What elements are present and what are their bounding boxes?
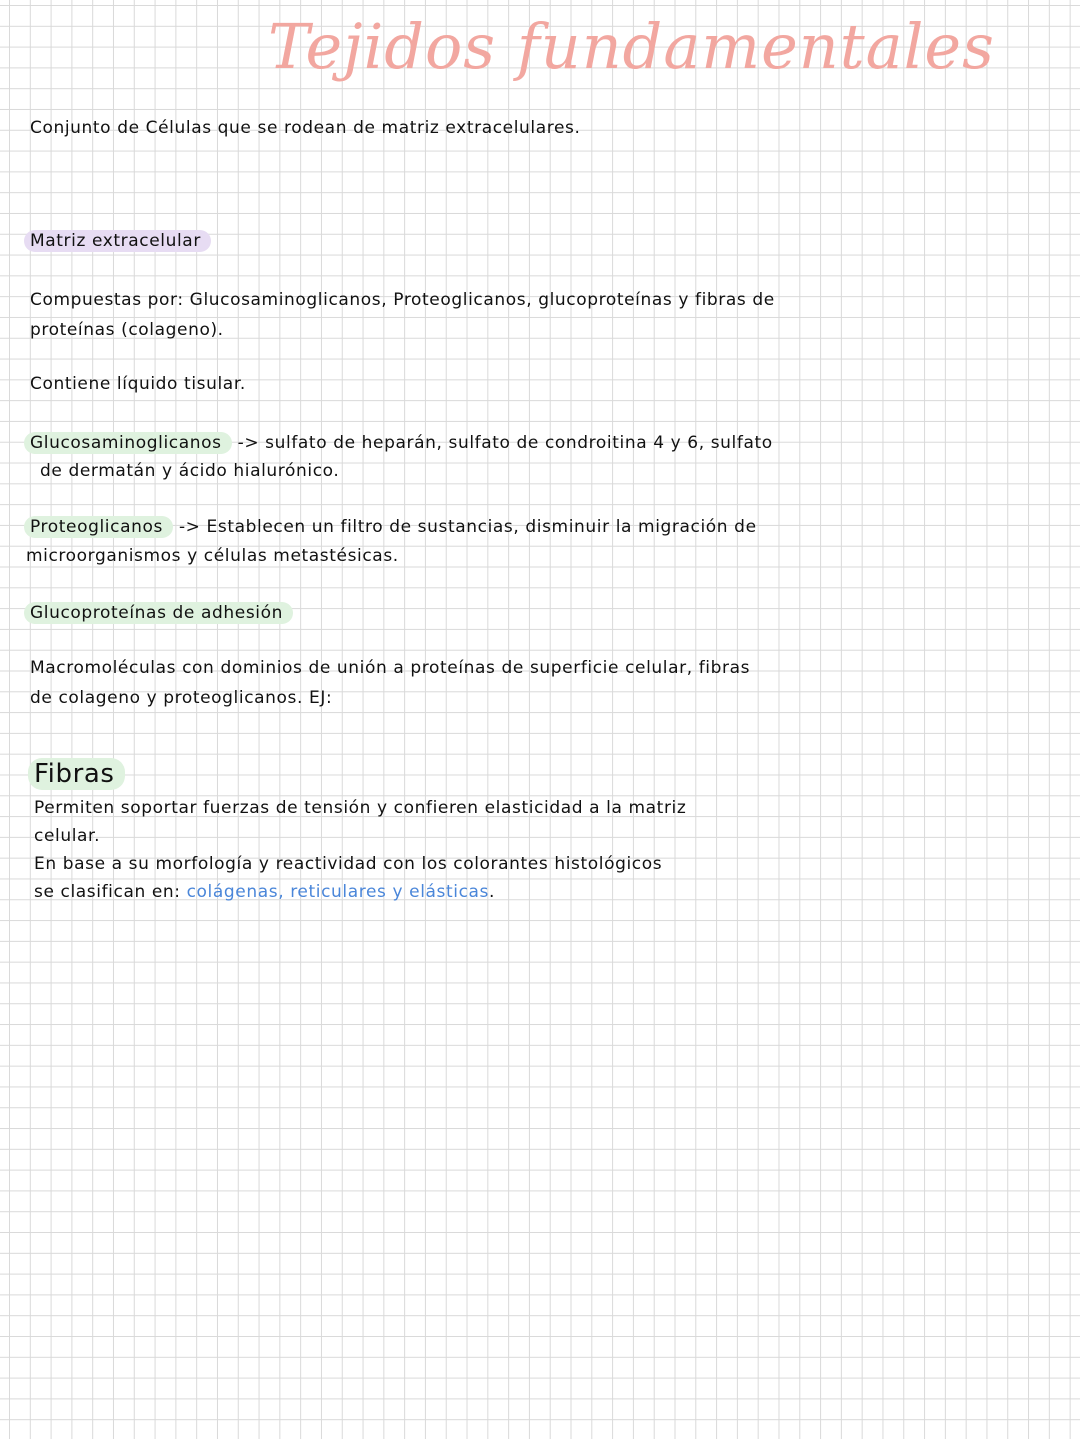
matriz-composition-line-2: proteínas (colageno). (30, 320, 224, 340)
fibras-line-4-prefix: se clasifican en: (34, 882, 187, 902)
matriz-composition-line-1: Compuestas por: Glucosaminoglicanos, Proteoglicanos, glucoproteínas y fibras de (30, 290, 775, 310)
gags-line-1 (30, 432, 773, 454)
gluco-heading-row (30, 602, 293, 624)
proteo-line-2: microorganismos y células metastésicas. (26, 546, 399, 566)
fibras-heading-row (34, 758, 125, 790)
fibras-line-2: celular. (34, 826, 101, 846)
intro-text: Conjunto de Células que se rodean de matriz extracelulares. (30, 118, 581, 138)
fibras-types: colágenas, reticulares y elásticas (186, 882, 489, 902)
fibras-heading: Fibras (28, 758, 125, 790)
gluco-line-2: de colageno y proteoglicanos. EJ: (30, 688, 333, 708)
fibras-line-4 (34, 882, 495, 902)
matriz-contiene-text: Contiene líquido tisular. (30, 374, 246, 394)
fibras-line-3: En base a su morfología y reactividad con los colorantes histológicos (34, 854, 663, 874)
matriz-heading-row (30, 230, 211, 252)
gluco-line-1: Macromoléculas con dominios de unión a proteínas de superficie celular, fibras (30, 658, 751, 678)
page-title: Tejidos fundamentales (268, 10, 995, 83)
proteo-line-1 (30, 516, 757, 538)
matriz-heading: Matriz extracelular (24, 230, 211, 252)
gags-description: -> sulfato de heparán, sulfato de condroitina 4 y 6, sulfato (231, 433, 773, 453)
gags-term: Glucosaminoglicanos (24, 432, 232, 454)
fibras-line-1: Permiten soportar fuerzas de tensión y confieren elasticidad a la matriz (34, 798, 687, 818)
gluco-heading: Glucoproteínas de adhesión (24, 602, 293, 624)
proteo-term: Proteoglicanos (24, 516, 173, 538)
fibras-line-4-end: . (489, 882, 496, 902)
gags-line-2: de dermatán y ácido hialurónico. (40, 461, 340, 481)
proteo-description: -> Establecen un filtro de sustancias, disminuir la migración de (172, 517, 757, 537)
